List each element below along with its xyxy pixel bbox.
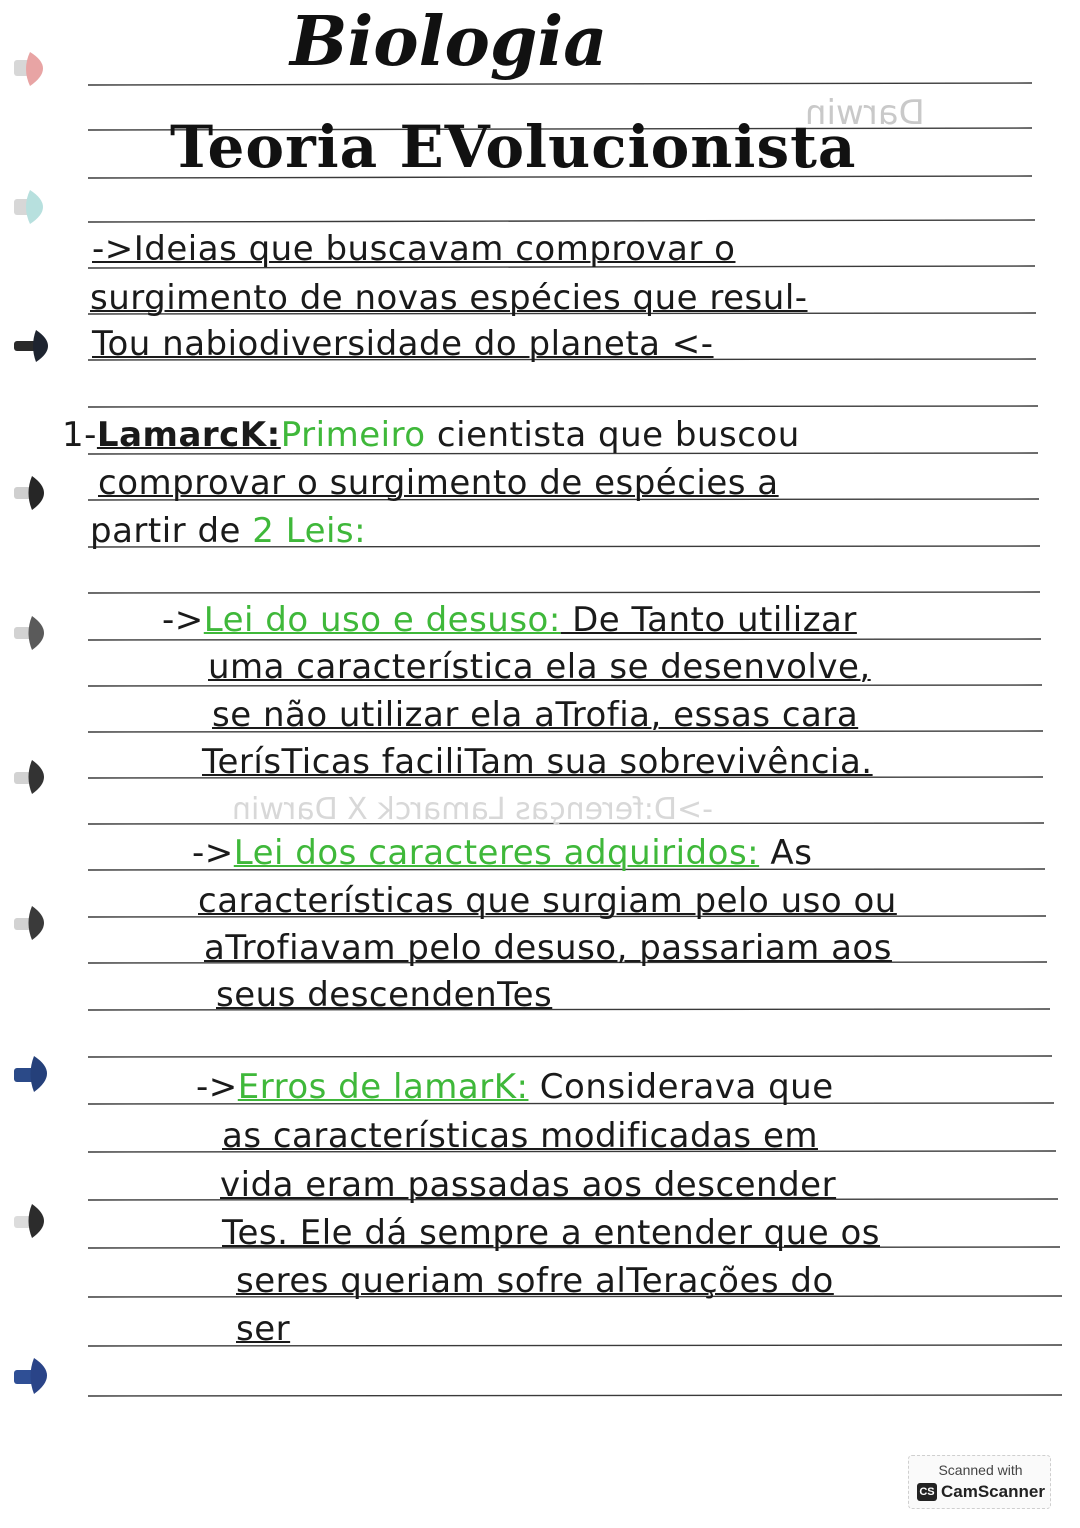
badge-caption: Scanned with [938, 1462, 1023, 1478]
law-2-arrow: -> [192, 833, 234, 873]
section-number: 1- [62, 415, 97, 455]
law-2-line-2: características que surgiam pelo uso ou [198, 881, 897, 921]
errors-line-6: ser [236, 1309, 291, 1349]
badge-brand-name: CamScanner [941, 1482, 1045, 1501]
law-1-line-3: se não utilizar ela aTrofia, essas cara [212, 695, 859, 735]
section-line-1-rest: cientista que buscou [425, 415, 800, 455]
section-1-two-laws: 2 Leis: [252, 511, 367, 551]
errors-line-1-rest: Considerava que [528, 1067, 834, 1107]
section-1-line-2: comprovar o surgimento de espécies a [98, 463, 779, 503]
errors-line-2: as características modificadas em [222, 1116, 818, 1156]
camscanner-logo-icon: CS [917, 1483, 937, 1501]
intro-line-2: surgimento de novas espécies que resul- [90, 278, 808, 318]
law-1-line-1-rest: De Tanto utilizar [560, 600, 857, 640]
section-1-heading [62, 415, 800, 455]
law-2-line-4: seus descendenTes [216, 975, 553, 1015]
mirrored-bleed-text-top: Darwin [805, 93, 925, 133]
errors-title: Erros de lamarK: [237, 1067, 529, 1107]
section-1-line-3-start: partir de [90, 511, 253, 551]
mirrored-bleed-text-mid: ->D:ferenças Lamarck X Darwin [232, 792, 713, 827]
errors-heading [196, 1067, 834, 1107]
errors-line-4: Tes. Ele dá sempre a entender que os [222, 1213, 880, 1253]
intro-line-3: Tou nabiodiversidade do planeta <- [92, 324, 714, 364]
errors-arrow: -> [196, 1067, 238, 1107]
intro-line-1: ->Ideias que buscavam comprovar o [92, 229, 736, 269]
law-1-line-4: TerísTicas faciliTam sua sobrevivência. [202, 742, 873, 782]
page-subtitle: Teoria EVolucionista [170, 113, 857, 181]
law-1-title: Lei do uso e desuso: [203, 600, 561, 640]
errors-line-3: vida eram passadas aos descender [220, 1165, 837, 1205]
law-2-line-3: aTrofiavam pelo desuso, passariam aos [204, 928, 892, 968]
errors-line-5: seres queriam sofre alTerações do [236, 1261, 834, 1301]
law-1-heading [162, 600, 857, 640]
page-title: Biologia [290, 2, 608, 82]
section-1-line-3 [90, 511, 367, 551]
law-1-arrow: -> [162, 600, 204, 640]
law-1-line-2: uma característica ela se desenvolve, [208, 647, 871, 687]
camscanner-badge [908, 1455, 1051, 1509]
law-2-heading [192, 833, 813, 873]
law-2-line-1-rest: As [759, 833, 813, 873]
section-highlight: Primeiro [280, 415, 426, 455]
law-2-title: Lei dos caracteres adquiridos: [233, 833, 760, 873]
section-name: LamarcK: [96, 415, 281, 455]
